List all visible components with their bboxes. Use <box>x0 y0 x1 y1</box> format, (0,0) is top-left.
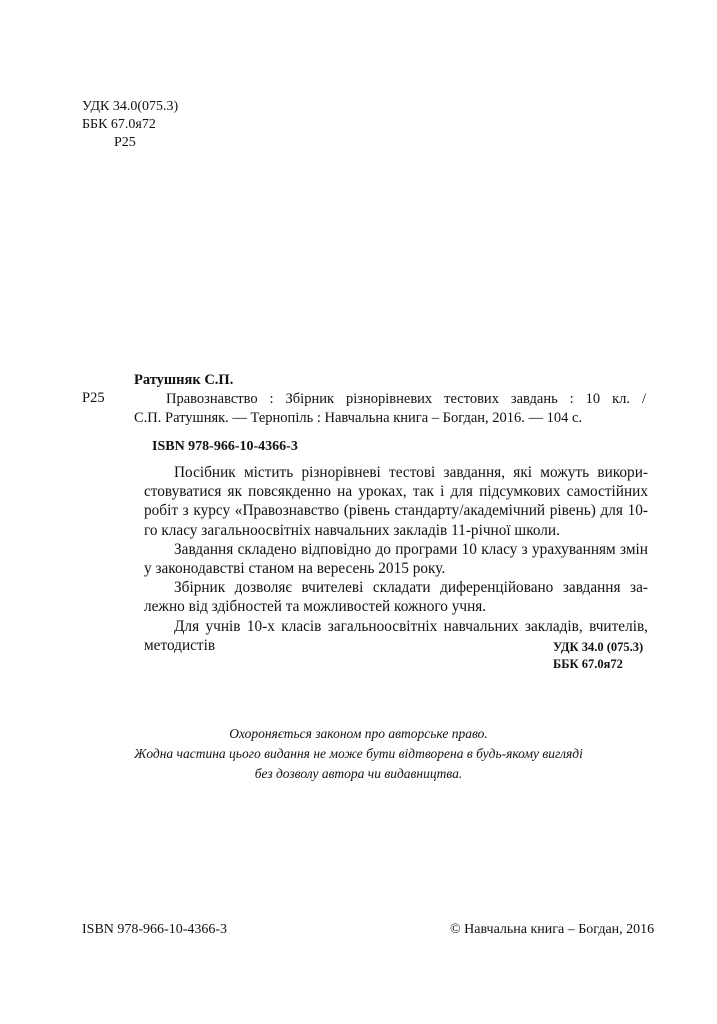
book-abstract <box>144 463 648 655</box>
bottom-udk-code: УДК 34.0 (075.3) <box>553 640 644 654</box>
catalog-isbn: ISBN 978-966-10-4366-3 <box>152 439 298 454</box>
footer-isbn: ISBN 978-966-10-4366-3 <box>82 922 228 937</box>
bottom-classification-codes <box>553 639 643 673</box>
header-udk-code: УДК 34.0(075.3) <box>82 99 179 114</box>
copyright-notice-line: Охороняється законом про авторське право. <box>229 726 488 741</box>
copyright-notice <box>0 724 717 784</box>
catalog-bibliographic-description <box>134 390 646 428</box>
header-bbk-code: ББК 67.0я72 <box>82 117 156 132</box>
abstract-paragraph: Збірник дозволяє вчителеві складати диференційовано завдання залежно від здібностей та можливостей кожного учня. <box>144 579 648 616</box>
abstract-paragraph: Посібник містить різнорівневі тестові завдання, які можуть використовуватися як повсякденно на уроках, так і для підсумкових самостійних робіт з курсу «Правознавство (рівень стандарту/академічний рівень) для 10-го класу загальноосвітніх навчальних закладів 11-річної школи. <box>144 464 648 539</box>
catalog-author: Ратушняк С.П. <box>134 372 234 388</box>
copyright-notice-line: Жодна частина цього видання не може бути відтворена в будь-якому вигляді <box>134 746 583 761</box>
bottom-bbk-code: ББК 67.0я72 <box>553 657 623 671</box>
abstract-paragraph: Завдання складено відповідно до програми 10 класу з урахуванням змін у законодавстві станом на вересень 2015 року. <box>144 540 648 578</box>
header-author-mark: Р25 <box>114 135 136 150</box>
bibliographic-line-title: Правознавство : Збірник різнорівневих тестових завдань : 10 кл. / <box>166 391 646 407</box>
bibliographic-line-imprint: С.П. Ратушняк. — Тернопіль : Навчальна книга – Богдан, 2016. — 104 с. <box>134 410 583 426</box>
footer-copyright: © Навчальна книга – Богдан, 2016 <box>450 922 655 937</box>
copyright-notice-line: без дозволу автора чи видавництва. <box>254 766 463 781</box>
abstract-paragraph: Для учнів 10-х класів загальноосвітніх навчальних закладів, вчителів, методистів <box>144 617 648 654</box>
catalog-author-mark: Р25 <box>82 390 105 406</box>
header-classification-codes <box>82 98 178 152</box>
